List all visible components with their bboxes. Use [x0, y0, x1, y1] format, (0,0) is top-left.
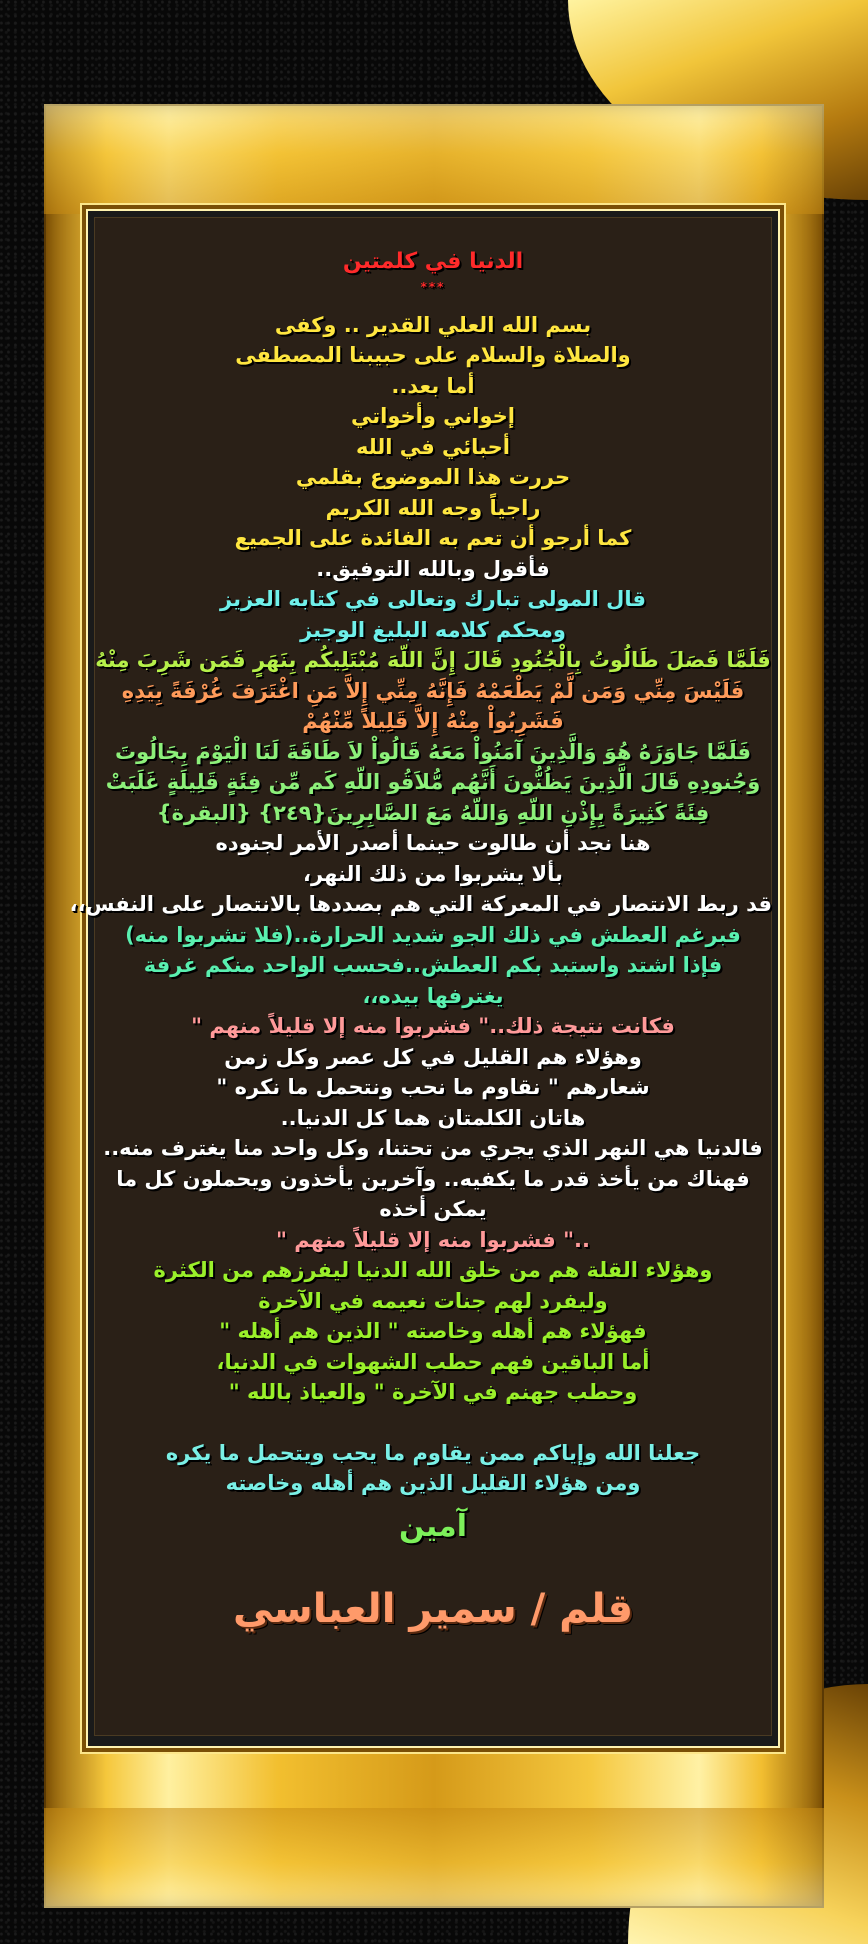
- text-line: هنا نجد أن طالوت حينما أصدر الأمر لجنوده: [215, 831, 651, 855]
- text-line: أما بعد..: [391, 373, 475, 398]
- text-line: فإذا اشتد واستبد بكم العطش..فحسب الواحد منكم غرفة يغترفها بيده،،: [143, 953, 723, 1008]
- text-line: وهؤلاء هم القليل في كل عصر وكل زمن: [224, 1044, 642, 1069]
- amen-text: آمين: [398, 1508, 468, 1544]
- body-lines: [69, 310, 772, 1408]
- stars-divider: ***: [420, 279, 446, 294]
- text-line: فَلَمَّا فَصَلَ طَالُوتُ بِالْجُنُودِ قَالَ إِنَّ اللّهَ مُبْتَلِيكُم بِنَهَرٍ فَمَن شَرِبَ مِنْهُ: [95, 648, 771, 672]
- text-line: راجياً وجه الله الكريم: [325, 495, 541, 520]
- text-line: فالدنيا هي النهر الذي يجري من تحتنا، وكل واحد منا يغترف منه..: [103, 1136, 763, 1160]
- text-line: فِئَةً كَثِيرَةً بِإِذْنِ اللّهِ وَاللّهُ مَعَ الصَّابِرِينَ{٢٤٩} {البقرة}: [156, 800, 710, 825]
- poem-content: [69, 247, 772, 1637]
- text-line: فكانت نتيجة ذلك.." فشربوا منه إلا قليلاً منهم ": [191, 1014, 675, 1038]
- text-line: وهؤلاء القلة هم من خلق الله الدنيا ليفرزهم من الكثرة: [153, 1258, 713, 1282]
- text-line: فأقول وبالله التوفيق..: [316, 556, 550, 581]
- text-line: فَلَيْسَ مِنِّي وَمَن لَّمْ يَطْعَمْهُ فَإِنَّهُ مِنِّي إِلاَّ مَنِ اغْتَرَفَ غُرْفَةً بِيَدِهِ: [121, 678, 745, 703]
- text-line: أحبائي في الله: [356, 434, 510, 459]
- content-panel: [69, 217, 772, 1736]
- gold-frame-bottom-band: [44, 1808, 824, 1908]
- text-line: أما الباقين فهم حطب الشهوات في الدنيا،: [216, 1349, 650, 1374]
- text-line: قال المولى تبارك وتعالى في كتابه العزيز: [220, 587, 646, 611]
- text-line: فَشَرِبُواْ مِنْهُ إِلاَّ قَلِيلاً مِّنْهُمْ: [302, 709, 564, 733]
- spacer: [94, 1408, 772, 1438]
- text-line: فهؤلاء هم أهله وخاصته " الذين هم أهله ": [219, 1319, 647, 1343]
- text-line: فَلَمَّا جَاوَزَهُ هُوَ وَالَّذِينَ آمَنُواْ مَعَهُ قَالُواْ لاَ طَاقَةَ لَنَا الْيَوْمَ بِجَالُوتَ: [114, 739, 752, 764]
- text-line: حررت هذا الموضوع بقلمي: [295, 465, 571, 489]
- text-line: شعارهم " نقاوم ما نحب ونتحمل ما نكره ": [216, 1075, 650, 1099]
- text-line: فهناك من يأخذ قدر ما يكفيه.. وآخرين يأخذون ويحملون كل ما يمكن أخذه: [116, 1166, 750, 1221]
- text-line: ومحكم كلامه البليغ الوجيز: [300, 617, 566, 642]
- text-line: والصلاة والسلام على حبيبنا المصطفى: [235, 343, 631, 367]
- text-line: بسم الله العلي القدير .. وكفى: [274, 312, 592, 337]
- page-title: الدنيا في كلمتين: [342, 249, 524, 274]
- text-line: هاتان الكلمتان هما كل الدنيا..: [280, 1105, 586, 1130]
- text-line: وليفرد لهم جنات نعيمه في الآخرة: [258, 1288, 608, 1313]
- text-line: ومن هؤلاء القليل الذين هم أهله وخاصته: [225, 1471, 641, 1495]
- text-line: جعلنا الله وإياكم ممن يقاوم ما يحب ويتحمل ما يكره: [165, 1440, 701, 1465]
- text-line: .." فشربوا منه إلا قليلاً منهم ": [275, 1227, 591, 1252]
- gold-frame-top-band: [44, 104, 824, 214]
- text-line: قد ربط الانتصار في المعركة التي هم بصددها بالانتصار على النفس،،: [69, 892, 772, 916]
- signature: قلم / سمير العباسي: [232, 1585, 634, 1632]
- text-line: وحطب جهنم في الآخرة " والعياذ بالله ": [228, 1380, 638, 1404]
- text-line: وَجُنودِهِ قَالَ الَّذِينَ يَظُنُّونَ أَنَّهُم مُّلاَقُو اللّهِ كَم مِّن فِئَةٍ قَلِيلَةٍ غَلَبَتْ: [105, 770, 761, 794]
- text-line: فبرغم العطش في ذلك الجو شديد الحرارة..(فلا تشربوا منه): [125, 922, 741, 947]
- text-line: إخواني وأخواتي: [350, 404, 516, 428]
- closing-lines: [94, 1438, 772, 1499]
- text-line: كما أرجو أن تعم به الفائدة على الجميع: [234, 526, 632, 550]
- text-line: بألا يشربوا من ذلك النهر،: [303, 861, 563, 886]
